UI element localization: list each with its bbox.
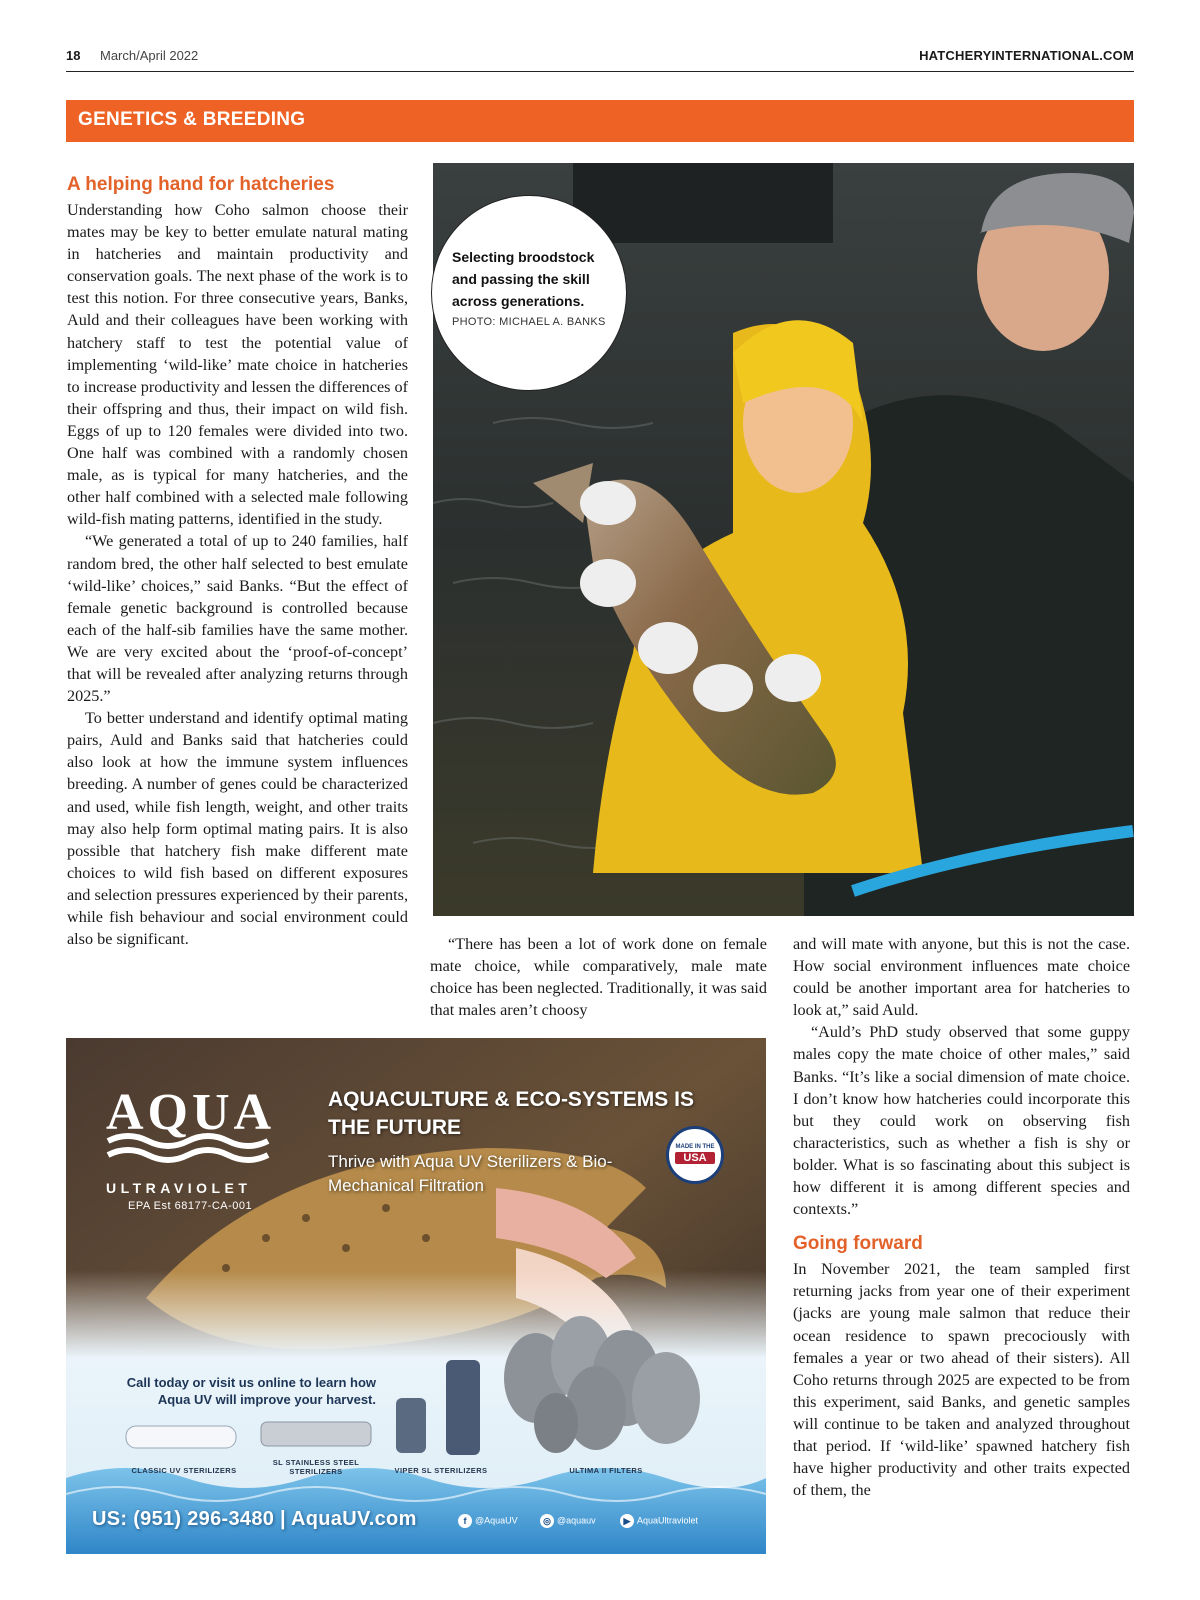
subhead-going-forward: Going forward — [793, 1233, 923, 1255]
aqua-logo-word: AQUA — [106, 1084, 276, 1141]
paragraph: “There has been a lot of work done on female mate choice, while comparatively, male mate choice has been neglected. Traditionally, it was said that males aren’t choosy — [430, 935, 767, 1020]
youtube-icon: ▶ — [620, 1514, 634, 1528]
paragraph: Understanding how Coho salmon choose their mates may be key to better emulate natural mating in hatcheries and maintain productivity and conservation goals. The next phase of the work is to test this notion. For three consecutive years, Banks, Auld and their colleagues have been working with hatchery staff to test the potential value of implementing ‘wild-like’ mate choice in hatcheries to increase productivity and lessen the differences of their offspring and thus, their impact on wild fish. Eggs of up to 120 females were divided into two. One half was combined with a randomly chosen male, as is typical for many hatcheries, and the other half combined with a selected male following wild-fish mating patterns, identified in the study. — [67, 201, 408, 529]
aqua-logo-subtitle: ULTRAVIOLET — [106, 1180, 252, 1196]
section-bar — [66, 100, 1134, 142]
product-label: SL STAINLESS STEEL STERILIZERS — [272, 1458, 360, 1476]
social-handle: AquaUltraviolet — [637, 1515, 699, 1526]
ad-call-to-action: Call today or visit us online to learn how Aqua UV will improve your harvest. — [126, 1375, 376, 1407]
product-label: ULTIMA II FILTERS — [569, 1466, 643, 1475]
ad-tagline: Thrive with Aqua UV Sterilizers & Bio-Mechanical Filtration — [328, 1152, 613, 1195]
social-instagram[interactable] — [540, 1514, 596, 1528]
ad-phone-website[interactable]: US: (951) 296-3480 | AquaUV.com — [92, 1508, 417, 1530]
photo-caption: Selecting broodstock and passing the skill across generations. — [452, 249, 595, 309]
social-facebook[interactable] — [458, 1514, 518, 1528]
epa-number: EPA Est 68177-CA-001 — [128, 1200, 253, 1212]
right-column — [793, 933, 1130, 1501]
subhead-helping-hand: A helping hand for hatcheries — [67, 174, 335, 195]
left-column — [67, 173, 408, 950]
paragraph: and will mate with anyone, but this is not the case. How social environment influences mate choice could be another important area for hatcheries to look at,” said Auld. — [793, 935, 1130, 1020]
social-handle: @AquaUV — [475, 1515, 518, 1526]
site-url: HATCHERYINTERNATIONAL.COM — [919, 48, 1134, 63]
photo-caption-circle — [431, 195, 627, 391]
paragraph: In November 2021, the team sampled first returning jacks from year one of their experiment (jacks are young male salmon that reduce their ocean residence to spawn precociously with females a year or two ahead of their sisters). All Coho returns through 2025 are expected to be from this experiment, said Banks, and genetic samples will continue to be taken and analyzed throughout that period. If ‘wild-like’ spawned hatchery fish have higher productivity and other traits expected of them, the — [793, 1260, 1130, 1500]
made-in-usa-badge — [666, 1126, 724, 1184]
paragraph: “Auld’s PhD study observed that some guppy males copy the mate choice of other males,” said Banks. “It’s like a social dimension of mate choice. I don’t know how hatcheries could incorporate this but they could work on observing fish characteristics, such as whether a fish is shy or bolder. What is so fascinating about this subject is how different it is among different species and contexts.” — [793, 1023, 1130, 1219]
paragraph: To better understand and identify optimal mating pairs, Auld and Banks said that hatcheries could also look at how the immune system influences breeding. A number of genes could be characterized and used, while fish length, weight, and other traits may also help form optimal mating pairs. It is also possible that hatchery fish make different mate choices to wild fish based on different exposures and selection pressures experienced by their parents, while fish behaviour and social environment could also be significant. — [67, 709, 408, 949]
product-label: VIPER SL STERILIZERS — [394, 1466, 488, 1475]
aqua-logo — [106, 1086, 296, 1212]
page-number: 18 — [66, 48, 81, 63]
badge-top-text: MADE IN THE — [675, 1144, 715, 1150]
social-handle: @aquauv — [557, 1515, 596, 1526]
issue-date: March/April 2022 — [100, 48, 199, 63]
product-label: CLASSIC UV STERILIZERS — [131, 1466, 237, 1475]
middle-column — [430, 933, 767, 1021]
facebook-icon: f — [458, 1514, 472, 1528]
social-youtube[interactable] — [620, 1514, 698, 1528]
badge-usa-text: USA — [675, 1152, 715, 1164]
paragraph: “We generated a total of up to 240 families, half random bred, the other half selected to best emulate ‘wild-like’ choices,” said Banks. “But the effect of female genetic background is controlled because each of the half-sib families have the same mother. We are very excited about the ‘proof-of-concept’ that will be revealed after analyzing returns through 2025.” — [67, 532, 408, 706]
ad-headline: AQUACULTURE & ECO-SYSTEMS IS THE FUTURE — [328, 1088, 694, 1139]
instagram-icon: ◎ — [540, 1514, 554, 1528]
aqua-uv-advertisement[interactable] — [66, 1038, 766, 1554]
section-label: GENETICS & BREEDING — [78, 109, 306, 130]
running-header — [66, 46, 1134, 72]
photo-credit: PHOTO: MICHAEL A. BANKS — [452, 316, 606, 328]
